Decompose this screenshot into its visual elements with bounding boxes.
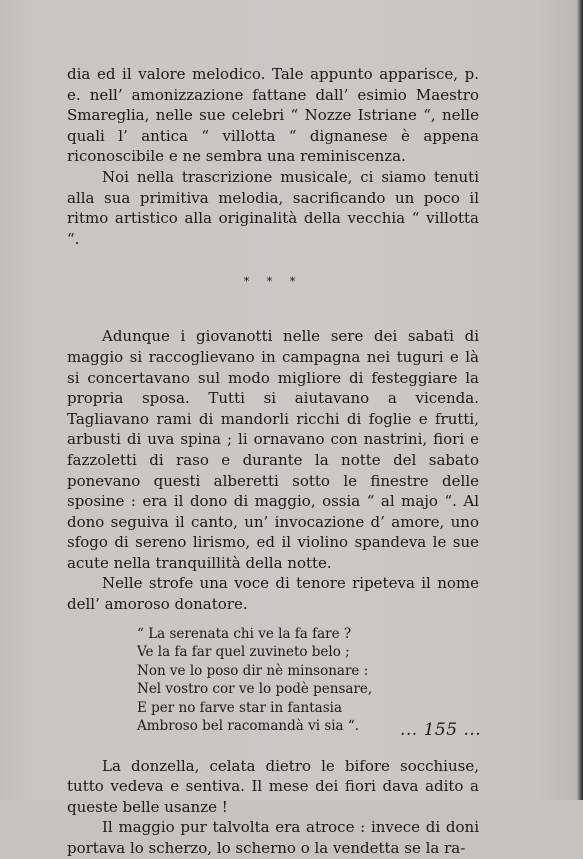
paragraph-continued: dia ed il valore melodico. Tale appunto apparisce, p. e. nell’ amonizzazione fattane dall’ esimio Maestro Smareglia, nelle sue celebri “ Nozze Istriane “, nelle quali l’ antica “ villotta “ dignanese è appena riconoscibile e ne sembra una reminiscenza. <box>67 65 479 166</box>
poem-line: Ve la fa far quel zuvineto belo ; <box>137 644 350 661</box>
paragraph-tenor-voice: Nelle strofe una voce di tenore ripeteva il nome dell’ amoroso donatore. <box>67 574 479 614</box>
paragraph-may-custom: Adunque i giovanotti nelle sere dei sabati di maggio si raccoglievano in campagna nei tuguri e là si concertavano sul modo migliore di festeggiare la propria sposa. Tutti si aiutavano a vicenda. Tagliavano rami di mandorli ricchi di foglie e frutti, arbusti di uva spina ; li ornavano con nastrini, fiori e fazzoletti di raso e durante la notte del sabato ponevano questi alberetti sotto le finestre delle sposine : era il dono di maggio, ossia “ al majo “. Al dono seguiva il canto, un’ invocazione d’ amore, uno sfogo di sereno lirismo, ed il violino spandeva le sue acute nella tranquillità della notte. <box>67 327 479 572</box>
poem-line: “ La serenata chi ve la fa fare ? <box>137 625 352 642</box>
poem-line: Ambroso bel racomandà vi sia “. <box>137 718 360 735</box>
page-edge-shadow <box>576 0 583 800</box>
poem-line: Non ve lo poso dir nè minsonare : <box>137 662 369 679</box>
paragraph-may-atrocious: Il maggio pur talvolta era atroce : invece di doni portava lo scherzo, lo scherno o la vendetta se la ra- <box>67 818 479 858</box>
poem-line: Nel vostro cor ve lo podè pensare, <box>137 681 373 698</box>
section-separator: * * * <box>243 275 303 289</box>
poem-line: E per no farve star in fantasia <box>137 699 342 716</box>
paragraph-damsel: La donzella, celata dietro le bifore socchiuse, tutto vedeva e sentiva. Il mese dei fiori dava adito a queste belle usanze ! <box>67 756 479 816</box>
serenade-poem <box>137 625 479 736</box>
paragraph-transcription: Noi nella trascrizione musicale, ci siamo tenuti alla sua primitiva melodia, sacrificando un poco il ritmo artistico alla originalità della vecchia “ villotta “. <box>67 167 479 248</box>
page-number: ... 155 ... <box>400 720 482 740</box>
